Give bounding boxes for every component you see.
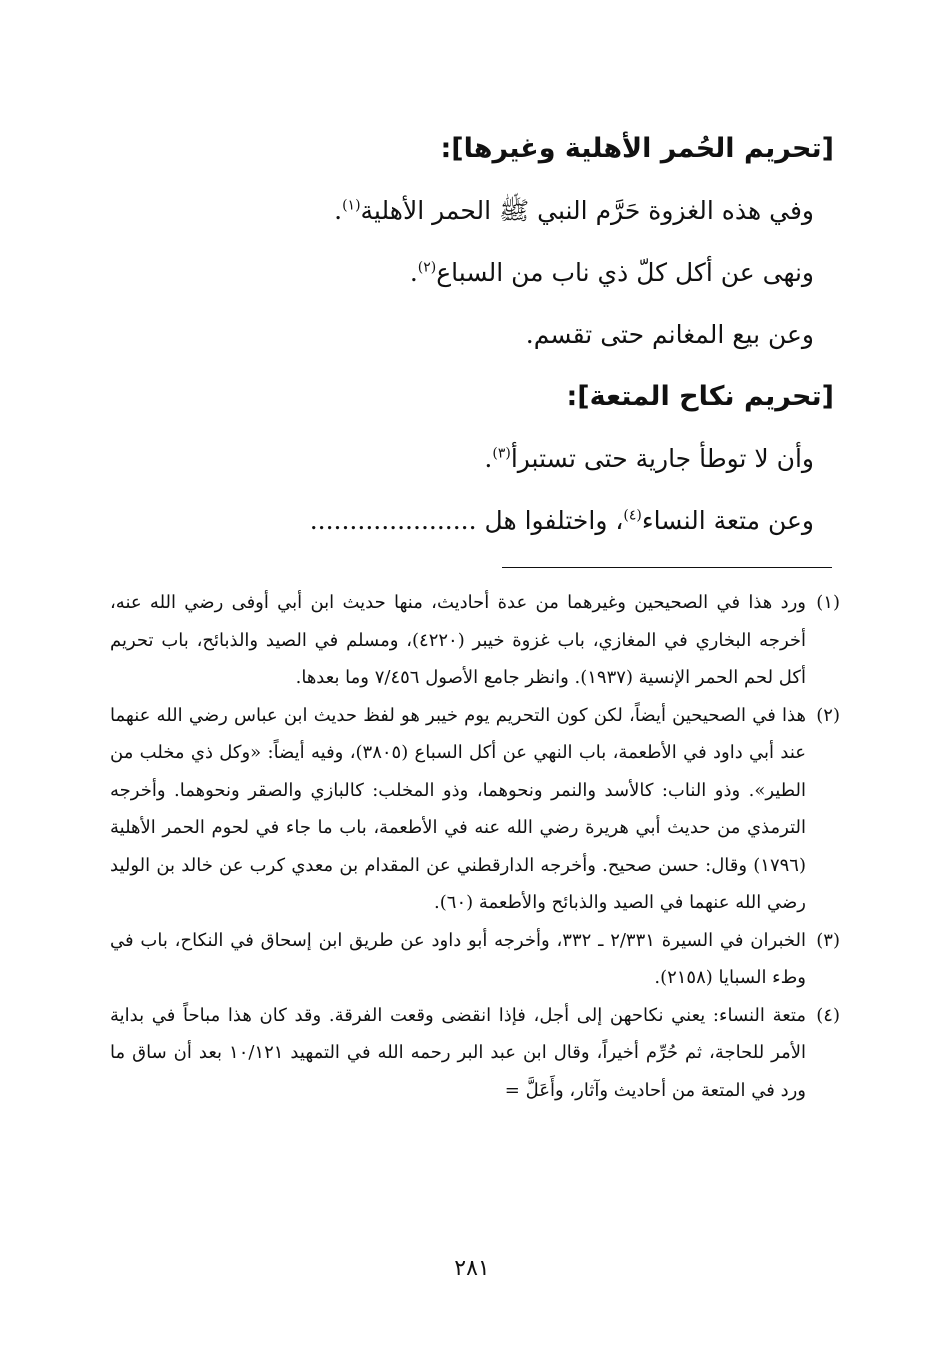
paragraph-5 [114,490,834,552]
paragraph-end: . [484,444,493,473]
footnote-number: (٢) [816,704,840,726]
page-number: ٢٨١ [454,1256,490,1281]
paragraph-2 [114,242,834,304]
main-text [114,118,834,552]
paragraph-text: وعن بيع المغانم حتى تقسم. [525,320,814,349]
footnote-ref-1[interactable]: (١) [342,197,361,214]
continuation-dots: ..................... [309,506,477,535]
section-heading-mutah [114,366,834,428]
footnote-text: الخبران في السيرة ٢/٣٣١ ـ ٣٣٢، وأخرجه أبو داود عن طريق ابن إسحاق في النكاح، باب في وطء السبايا (٢١٥٨). [110,929,806,988]
paragraph-end: . [334,196,343,225]
footnote-3 [110,922,840,997]
paragraph-text: وأن لا توطأ جارية حتى تستبرأ [510,444,814,473]
footnote-ref-3[interactable]: (٣) [492,445,511,462]
footnote-number: (١) [816,592,840,613]
footnote-separator [502,567,832,568]
paragraph-text: ونهى عن أكل كلّ ذي ناب من السباع [436,258,814,287]
paragraph-1 [114,180,834,242]
footnotes [110,584,840,1109]
paragraph-text: وفي هذه الغزوة حَرَّم النبي ﷺ الحمر الأهلية [360,196,814,225]
footnote-ref-4[interactable]: (٤) [623,507,642,524]
paragraph-text-continued: ، واختلفوا هل [484,506,624,535]
footnote-1 [110,584,840,697]
footnote-2 [110,697,840,922]
footnote-ref-2[interactable]: (٢) [417,259,437,276]
footnote-number: (٣) [816,929,840,951]
footnote-text: متعة النساء: يعني نكاحهن إلى أجل، فإذا انقضى وقعت الفرقة. وقد كان هذا مباحاً في بداية الأمر للحاجة، ثم حُرِّم أخيراً، وقال ابن عبد البر رحمه الله في التمهيد ١٠/١٢١ بعد أن ساق ما ورد في المتعة من أحاديث وآثار، وأَعَلَّ = [110,1004,807,1101]
footnote-text: هذا في الصحيحين أيضاً، لكن كون التحريم يوم خيبر هو لفظ حديث ابن عباس رضي الله عنهما عند أبي داود في الأطعمة، باب النهي عن أكل السباع (٣٨٠٥)، وفيه أيضاً: «وكل ذي مخلب من الطير». وذو الناب: كالأسد والنمر ونحوهما، وذو المخلب: كالبازي والصقر ونحوهما. وأخرجه الترمذي من حديث أبي هريرة رضي الله عنه في الأطعمة، باب ما جاء في لحوم الحمر الأهلية (١٧٩٦) وقال: حسن صحيح. وأخرجه الدارقطني عن المقدام بن معدي كرب عن خالد بن الوليد رضي الله عنهما في الصيد والذبائح والأطعمة (٦٠). [110,704,806,913]
footnote-4 [110,997,840,1110]
paragraph-end: . [409,258,418,287]
paragraph-4 [114,428,834,490]
heading-text: [تحريم نكاح المتعة]: [566,381,834,412]
paragraph-text: وعن متعة النساء [641,506,814,535]
paragraph-3 [114,304,834,366]
heading-text: [تحريم الحُمر الأهلية وغيرها]: [440,133,834,164]
section-heading-donkeys [114,118,834,180]
footnote-number: (٤) [816,1004,840,1026]
footnote-text: ورد هذا في الصحيحين وغيرهما من عدة أحاديث، منها حديث ابن أبي أوفى رضي الله عنه، أخرجه البخاري في المغازي، باب غزوة خيبر (٤٢٢٠)، ومسلم في الصيد والذبائح، باب تحريم أكل لحم الحمر الإنسية (١٩٣٧). وانظر جامع الأصول ٧/٤٥٦ وما بعدها. [110,592,806,688]
